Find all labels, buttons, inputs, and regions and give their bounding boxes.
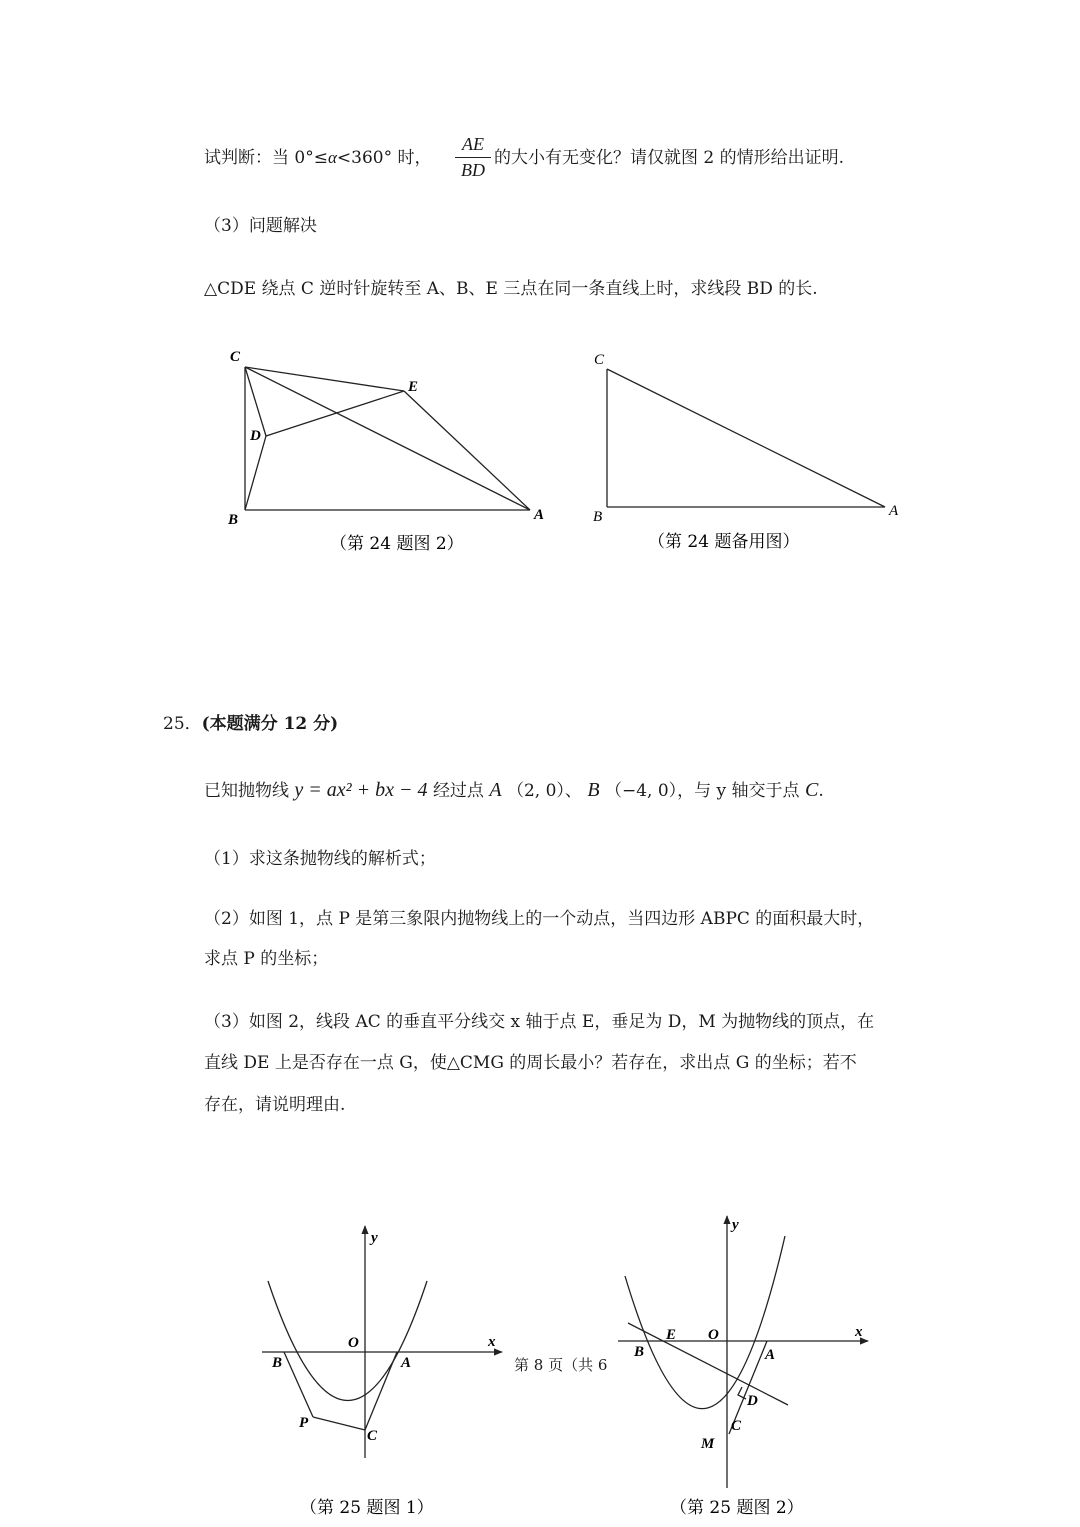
q24-fig2-caption: （第 24 题图 2） <box>330 534 464 554</box>
fig2-label-a: A <box>765 1347 776 1363</box>
fig1-label-p: P <box>299 1415 309 1431</box>
q25-fig2-caption: （第 25 题图 2） <box>670 1498 804 1518</box>
q24-spare-caption: （第 24 题备用图） <box>648 532 800 552</box>
q24-judge-suffix: 的大小有无变化？请仅就图 2 的情形给出证明. <box>494 148 845 168</box>
q25-score: (本题满分 12 分) <box>201 714 339 734</box>
fig2-right-angle-mark <box>738 1387 746 1399</box>
fig1-label-y: y <box>371 1230 378 1246</box>
fig2-label-b: B <box>634 1344 645 1360</box>
fig2-label-d: D <box>747 1393 758 1409</box>
page-footer: 第 8 页（共 6 <box>514 1356 608 1374</box>
q24-judge-line: 试判断：当 0°≤α<360° 时， <box>204 148 432 168</box>
fig1-label-x: x <box>488 1334 496 1350</box>
label-c: C <box>230 349 241 365</box>
q25-intro: 已知抛物线 y = ax² + bx − 4 经过点 A （2, 0）、 B （−4, 0），与 y 轴交于点 C. <box>204 779 824 801</box>
q25-part1: （1）求这条抛物线的解析式； <box>204 849 436 869</box>
fig1-label-c: C <box>367 1428 378 1444</box>
q25-number: 25． <box>163 714 202 734</box>
label-d: D <box>250 428 261 444</box>
q25-part2-line1: （2）如图 1，点 P 是第三象限内抛物线上的一个动点，当四边形 ABPC 的面积最大时， <box>204 909 875 929</box>
q24-part3-title: （3）问题解决 <box>204 216 317 236</box>
ae-over-bd-fraction: $\frac{AE}{BD}$ <box>455 134 491 181</box>
fig1-label-o: O <box>348 1335 359 1351</box>
spare-label-a: A <box>889 503 899 519</box>
q25-part3-line2: 直线 DE 上是否存在一点 G，使△CMG 的周长最小？若存在，求出点 G 的坐标；若不 <box>204 1053 857 1073</box>
label-b: B <box>228 512 239 528</box>
fig1-label-b: B <box>272 1355 283 1371</box>
q25-part2-line2: 求点 P 的坐标； <box>204 949 329 969</box>
fig2-parabola <box>625 1236 785 1409</box>
fig2-label-c: C <box>731 1418 742 1434</box>
label-e: E <box>408 379 419 395</box>
label-a: A <box>534 507 545 523</box>
q25-part3-line3: 存在，请说明理由. <box>204 1095 346 1115</box>
q25-part3-line1: （3）如图 2，线段 AC 的垂直平分线交 x 轴于点 E，垂足为 D，M 为抛物线的顶点，在 <box>204 1012 875 1032</box>
spare-label-c: C <box>594 352 605 368</box>
fig2-label-y: y <box>732 1217 739 1233</box>
fig2-label-m: M <box>701 1436 715 1452</box>
fig2-label-e: E <box>666 1327 677 1343</box>
q24-part3-text: △CDE 绕点 C 逆时针旋转至 A、B、E 三点在同一条直线上时，求线段 BD 的长. <box>204 279 818 299</box>
fig2-label-x: x <box>855 1324 863 1340</box>
fig1-label-a: A <box>401 1355 412 1371</box>
spare-label-b: B <box>593 509 603 525</box>
fig2-label-o: O <box>708 1327 719 1343</box>
q25-fig1-caption: （第 25 题图 1） <box>300 1498 434 1518</box>
parabola-formula: y = ax² + bx − 4 <box>294 779 428 801</box>
